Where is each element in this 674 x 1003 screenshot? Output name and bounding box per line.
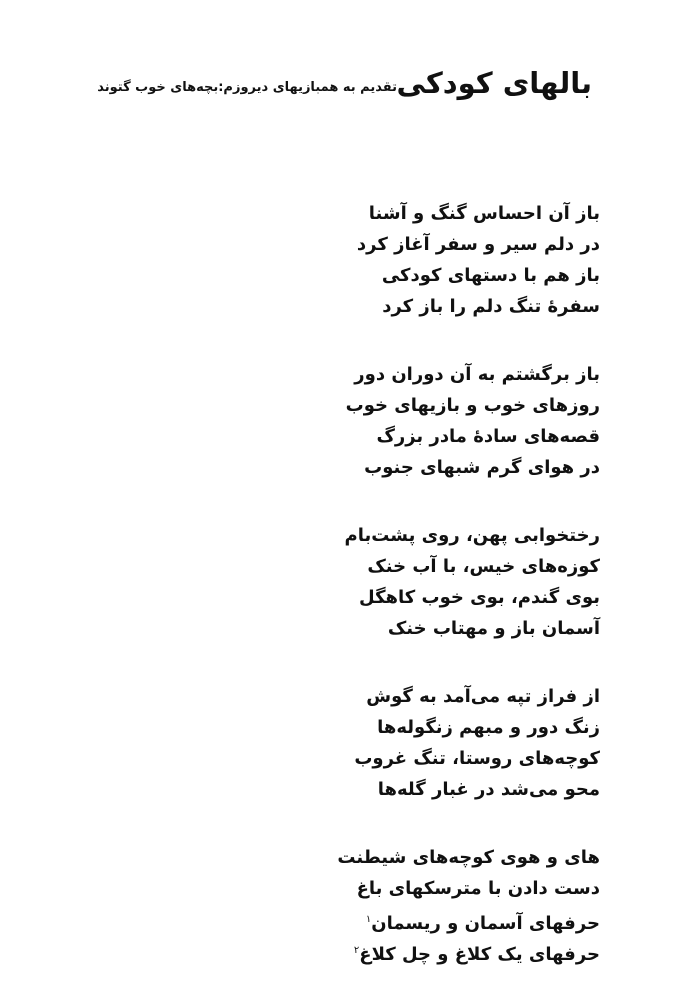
stanza-5 xyxy=(270,842,600,966)
poem-line: سفرهٔ تنگ دلم را باز کرد xyxy=(382,296,600,317)
poem-line: کوزه‌های خیس، با آب خنک xyxy=(367,556,600,577)
poem-line: کوچه‌های روستا، تنگ غروب xyxy=(354,748,600,769)
poem-line: بوی گندم، بوی خوب کاهگل xyxy=(359,587,600,608)
poem-line: باز برگشتم به آن دوران دور xyxy=(354,364,600,385)
page-title: بالهای کودکی xyxy=(396,66,592,100)
poem-line-text: حرفهای آسمان و ریسمان xyxy=(371,913,600,934)
poem-line: قصه‌های سادهٔ مادر بزرگ xyxy=(376,426,600,447)
poem-line: باز هم با دستهای کودکی xyxy=(381,265,600,286)
poem-line: روزهای خوب و بازیهای خوب xyxy=(345,395,600,416)
poem-line: باز آن احساس گنگ و آشنا xyxy=(368,203,600,224)
poem-line: در دلم سیر و سفر آغاز کرد xyxy=(356,234,600,255)
stanza-1 xyxy=(270,198,600,322)
footnote-marker: ۲ xyxy=(353,945,360,956)
stanza-3 xyxy=(270,520,600,644)
poem-line-text: حرفهای یک کلاغ و چل کلاغ xyxy=(359,944,600,965)
poem-line: در هوای گرم شبهای جنوب xyxy=(364,457,600,478)
poem-line: آسمان باز و مهتاب خنک xyxy=(387,618,600,639)
poem-line: زنگ دور و مبهم زنگوله‌ها xyxy=(377,717,600,738)
poem-line: دست دادن با مترسکهای باغ xyxy=(356,878,600,899)
poem-line: های و هوی کوچه‌های شیطنت xyxy=(337,847,600,868)
stanza-4 xyxy=(270,681,600,805)
poem-line: محو می‌شد در غبار گله‌ها xyxy=(377,779,600,800)
poem-line: رختخوابی پهن، روی پشت‌بام xyxy=(344,525,600,546)
poem-line-with-footnote xyxy=(270,904,600,935)
dedication: تقدیم به همبازیهای دیروزم:بچه‌های خوب گتوند xyxy=(97,80,397,95)
poem-line: از فراز تپه می‌آمد به گوش xyxy=(366,686,600,707)
stanza-2 xyxy=(270,359,600,483)
footnote-marker: ۱ xyxy=(365,914,372,925)
poem xyxy=(270,198,600,1003)
poem-line-with-footnote xyxy=(270,935,600,966)
